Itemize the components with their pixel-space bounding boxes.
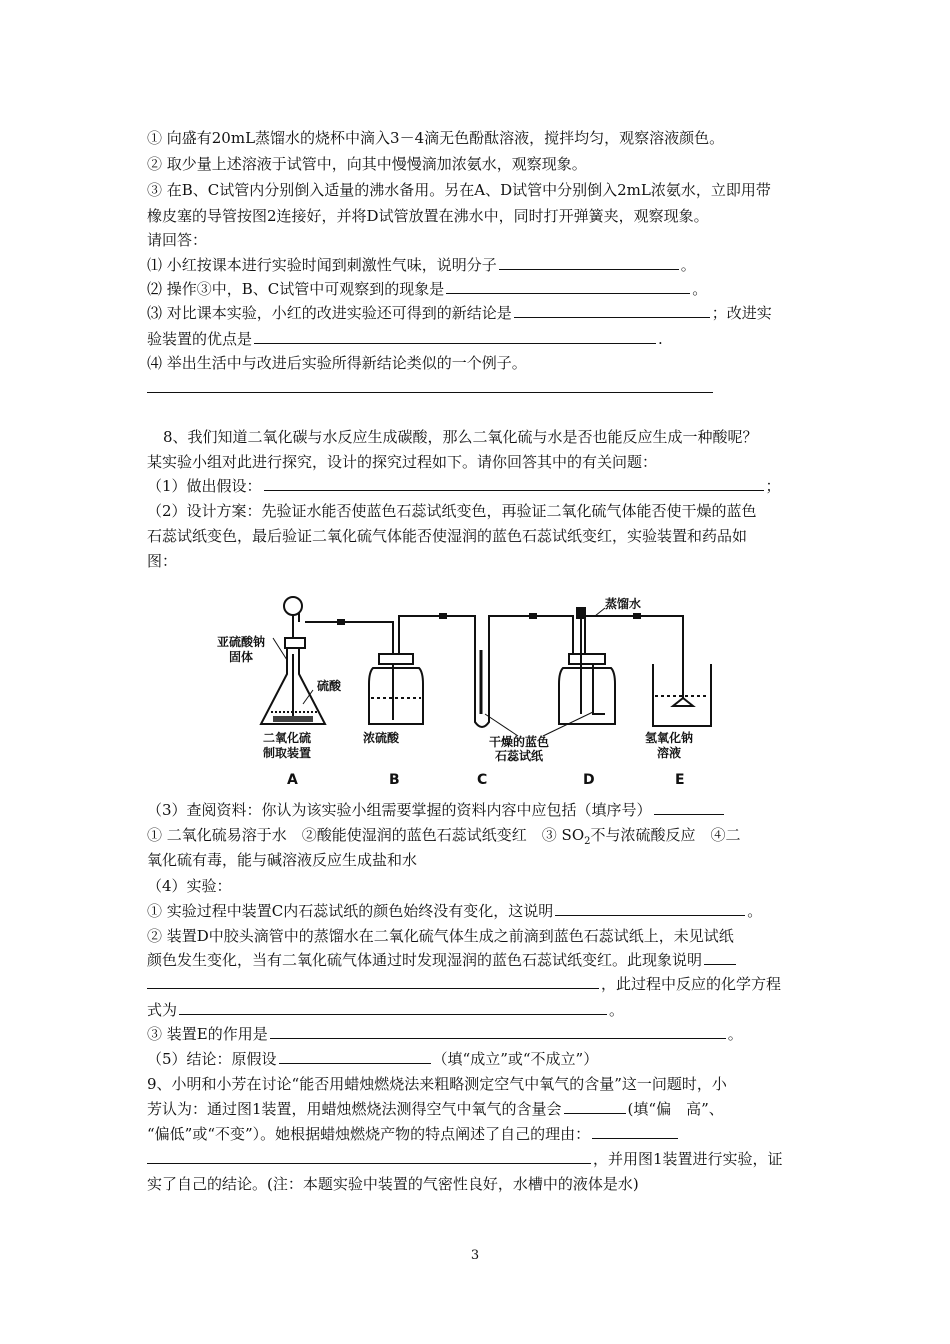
answer-blank[interactable] — [179, 998, 607, 1015]
question-3: ⑶ 对比课本实验，小红的改进实验还可得到的新结论是 ；改进实 — [147, 300, 812, 326]
step-3: ③ 在B、C试管内分别倒入适量的沸水备用。另在A、D试管中分别倒入2mL浓氨水，立即用带 — [147, 181, 771, 199]
step-1: ① 向盛有20mL蒸馏水的烧杯中滴入3－4滴无色酚酞溶液，搅拌均匀，观察溶液颜色。 — [147, 129, 725, 147]
label-a: A — [287, 772, 298, 788]
answer-blank[interactable] — [279, 1047, 431, 1064]
q8-design-2: 石蕊试纸变色，最后验证二氧化硫气体能否使湿润的蓝色石蕊试纸变红，实验装置和药品如 — [147, 527, 748, 545]
answer-line[interactable] — [147, 392, 713, 393]
label-sodium-sulfite: 亚硫酸钠 — [217, 635, 266, 649]
q8-intro-1: 8、我们知道二氧化碳与水反应生成碳酸，那么二氧化硫与水是否也能反应生成一种酸呢？ — [163, 428, 758, 446]
q9-line-1: 9、小明和小芳在讨论“能否用蜡烛燃烧法来粗略测定空气中氧气的含量”这一问题时，小 — [147, 1075, 727, 1093]
q9-line-5: 实了自己的结论。(注：本题实验中装置的气密性良好，水槽中的液体是水) — [147, 1175, 639, 1193]
q8-design-3: 图： — [147, 552, 178, 570]
question-1: ⑴ 小红按课本进行实验时闻到刺激性气味，说明分子 。 — [147, 252, 812, 278]
svg-text:固体: 固体 — [229, 650, 254, 664]
q8-exp-1: ① 实验过程中装置C内石蕊试纸的颜色始终没有变化，这说明 。 — [147, 898, 812, 924]
question-4: ⑷ 举出生活中与改进后实验所得新结论类似的一个例子。 — [147, 354, 527, 372]
q8-design-1: （2）设计方案：先验证水能否使蓝色石蕊试纸变色，再验证二氧化硫气体能否使干燥的蓝色 — [147, 502, 757, 520]
q9-line-4: ，并用图1装置进行实验，证 — [147, 1146, 812, 1172]
answer-blank[interactable] — [704, 948, 736, 965]
svg-text:制取装置: 制取装置 — [263, 746, 312, 760]
label-distilled-water: 蒸馏水 — [605, 597, 642, 611]
label-b: B — [389, 772, 400, 788]
question-2-text: ⑵ 操作③中，B、C试管中可观察到的现象是 — [147, 280, 445, 298]
page-number: 3 — [470, 1248, 480, 1263]
label-d: D — [583, 772, 595, 788]
answer-blank[interactable] — [499, 253, 679, 270]
question-1-text: ⑴ 小红按课本进行实验时闻到刺激性气味，说明分子 — [147, 256, 497, 274]
q8-experiment: （4）实验： — [147, 877, 232, 895]
answer-blank[interactable] — [254, 327, 656, 344]
q8-exp-2-cont2: ，此过程中反应的化学方程 — [147, 971, 812, 997]
answer-blank[interactable] — [555, 899, 745, 916]
answer-blank[interactable] — [147, 972, 599, 989]
step-3-cont: 橡皮塞的导管按图2连接好，并将D试管放置在沸水中，同时打开弹簧夹，观察现象。 — [147, 207, 709, 225]
svg-text:石蕊试纸: 石蕊试纸 — [495, 749, 544, 763]
q8-hypothesis: （1）做出假设： ； — [147, 473, 812, 499]
q8-reference: （3）查阅资料：你认为该实验小组需要掌握的资料内容中应包括（填序号） — [147, 797, 812, 823]
question-2: ⑵ 操作③中，B、C试管中可观察到的现象是 。 — [147, 276, 812, 302]
answer-blank[interactable] — [446, 277, 690, 294]
question-3-cont: 验装置的优点是 . — [147, 326, 812, 352]
label-sulfuric-acid: 硫酸 — [317, 679, 342, 693]
q8-reference-options-cont: 氧化硫有毒，能与碱溶液反应生成盐和水 — [147, 851, 418, 869]
label-c: C — [477, 772, 488, 788]
answer-blank[interactable] — [264, 474, 764, 491]
answer-blank[interactable] — [147, 1147, 591, 1164]
label-so2-generator: 二氧化硫 — [263, 731, 312, 745]
question-3-text: ⑶ 对比课本实验，小红的改进实验还可得到的新结论是 — [147, 304, 512, 322]
answer-blank[interactable] — [514, 301, 710, 318]
q8-exp-2-equation: 式为 。 — [147, 997, 812, 1023]
label-e: E — [675, 772, 685, 788]
q9-line-2: 芳认为：通过图1装置，用蜡烛燃烧法测得空气中氧气的含量会 (填“偏 高”、 — [147, 1096, 812, 1122]
svg-text:溶液: 溶液 — [657, 746, 682, 760]
q9-line-3: “偏低”或“不变”）。她根据蜡烛燃烧产物的特点阐述了自己的理由： — [147, 1121, 812, 1147]
answer-blank[interactable] — [592, 1122, 678, 1139]
answer-prompt: 请回答： — [147, 231, 208, 249]
label-naoh: 氢氧化钠 — [645, 731, 694, 745]
q8-reference-options: ① 二氧化硫易溶于水 ②酸能使湿润的蓝色石蕊试纸变红 ③ $SO_2$不与浓硫酸反应 ④二 — [147, 826, 741, 847]
q8-intro-2: 某实验小组对此进行探究，设计的探究过程如下。请你回答其中的有关问题： — [147, 453, 658, 471]
q8-exp-2-cont: 颜色发生变化，当有二氧化硫气体通过时发现湿润的蓝色石蕊试纸变红。此现象说明 — [147, 947, 812, 973]
q8-conclusion: （5）结论：原假设 （填“成立”或“不成立”） — [147, 1046, 812, 1072]
answer-blank[interactable] — [654, 798, 724, 815]
label-dry-litmus: 干燥的蓝色 — [489, 735, 550, 749]
apparatus-diagram — [213, 594, 733, 794]
answer-blank[interactable] — [270, 1022, 726, 1039]
q8-exp-2: ② 装置D中胶头滴管中的蒸馏水在二氧化硫气体生成之前滴到蓝色石蕊试纸上，未见试纸 — [147, 927, 734, 945]
label-conc-h2so4: 浓硫酸 — [363, 731, 400, 745]
q8-exp-3: ③ 装置E的作用是 。 — [147, 1021, 812, 1047]
answer-blank[interactable] — [564, 1097, 626, 1114]
step-2: ② 取少量上述溶液于试管中，向其中慢慢滴加浓氨水，观察现象。 — [147, 155, 587, 173]
